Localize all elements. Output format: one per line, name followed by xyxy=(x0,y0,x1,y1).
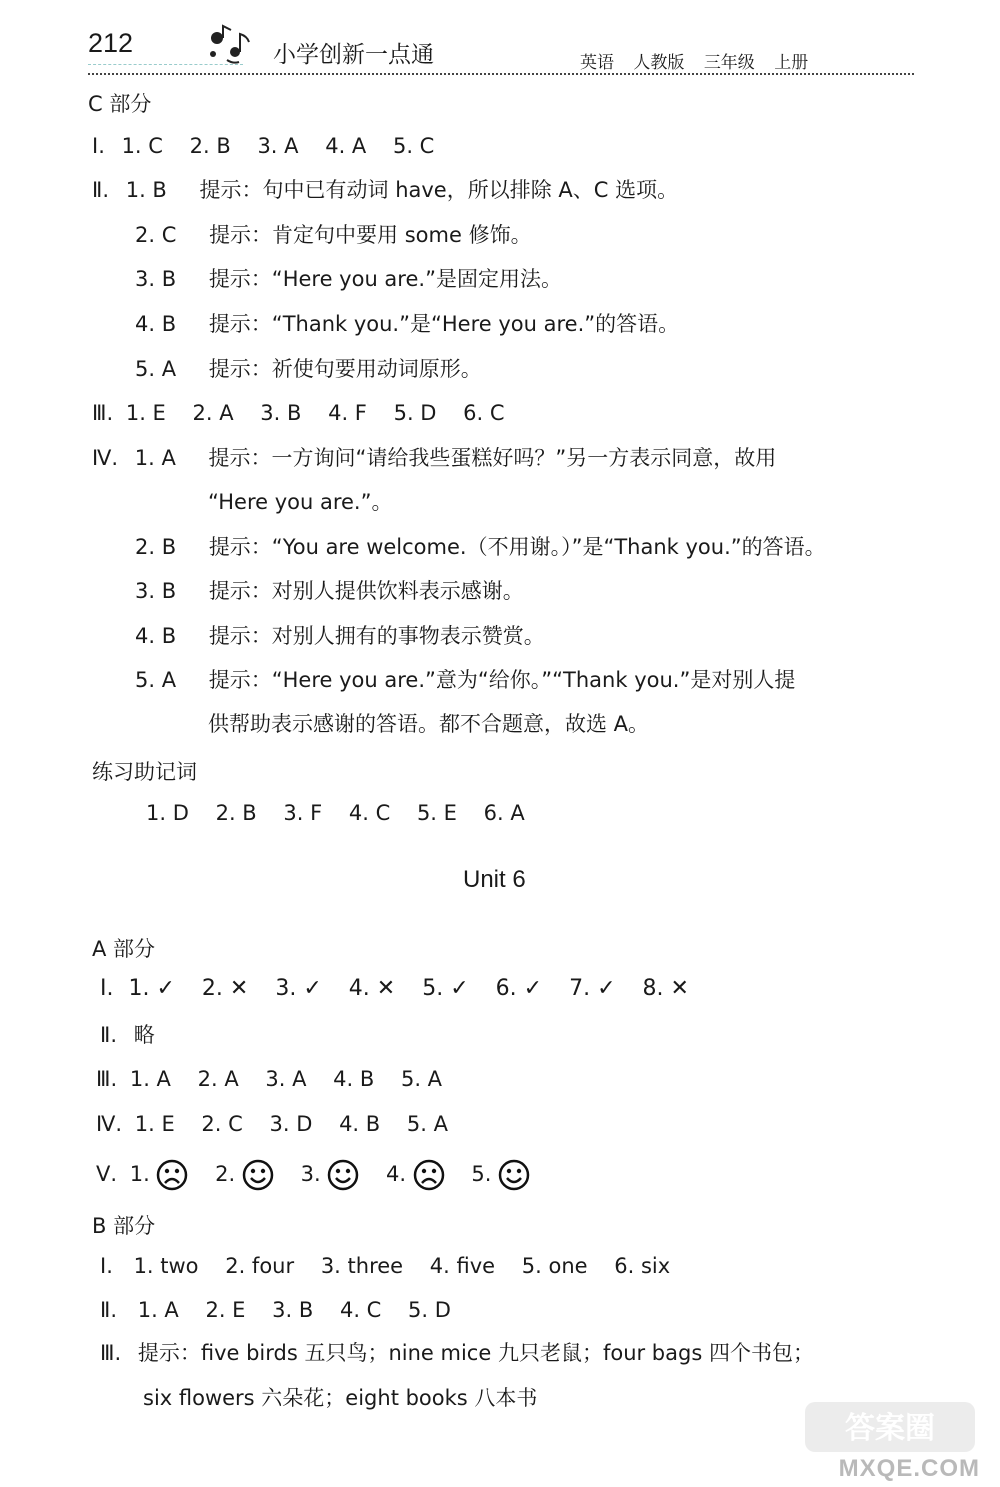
answer: 1. A xyxy=(129,1067,171,1091)
section-heading-b: B 部分 xyxy=(92,1214,156,1238)
answer-item xyxy=(569,978,615,1000)
answer: 1. D xyxy=(146,801,189,825)
a-q4-row xyxy=(96,1114,448,1135)
answer-item xyxy=(496,978,542,1000)
answer: 5. A xyxy=(135,357,177,381)
svg-text:答案圈: 答案圈 xyxy=(845,1411,935,1446)
c-q4-row-5 xyxy=(135,670,795,691)
answer: 2. C xyxy=(135,223,177,247)
answer-item xyxy=(202,978,248,1000)
page-number: 212 xyxy=(88,28,134,58)
answer-item xyxy=(643,978,689,1000)
answer: 1. A xyxy=(134,446,176,470)
hint: 提示：对别人提供饮料表示感谢。 xyxy=(208,579,524,603)
question-label: Ⅲ. xyxy=(100,1341,122,1365)
practice-heading: 练习助记词 xyxy=(92,760,197,784)
header-divider xyxy=(88,73,914,75)
answer: 4. B xyxy=(135,624,177,648)
answer-number: 8. xyxy=(642,976,664,1001)
happy-face-icon xyxy=(327,1159,359,1191)
answer: 3. B xyxy=(260,401,302,425)
hint-continued: “Here you are.”。 xyxy=(208,490,393,514)
check-mark-icon: ✓ xyxy=(450,976,469,1001)
c-q4-row-2 xyxy=(135,537,826,558)
answer: 1. B xyxy=(125,178,167,202)
answer: 4. C xyxy=(348,801,391,825)
answer: 5. D xyxy=(408,1298,451,1322)
answer: 3. F xyxy=(283,801,323,825)
question-label: Ⅱ. xyxy=(100,1023,118,1047)
answer: 3. D xyxy=(269,1112,313,1136)
answer-number: 5. xyxy=(422,976,444,1001)
answer: 2. E xyxy=(205,1298,246,1322)
edition: 人教版 xyxy=(633,53,685,73)
answer-item xyxy=(349,978,395,1000)
check-mark-icon: ✓ xyxy=(303,976,322,1001)
answer: 1. E xyxy=(125,401,166,425)
happy-face-icon xyxy=(242,1159,274,1191)
section-heading-c: C 部分 xyxy=(88,92,152,116)
question-label: Ⅱ. xyxy=(100,1298,118,1322)
answer: 略 xyxy=(133,1023,155,1047)
answer: 2. B xyxy=(135,535,177,559)
a-q3-row xyxy=(96,1069,442,1090)
answer: 6. A xyxy=(483,801,525,825)
question-label: Ⅳ. xyxy=(96,1112,123,1136)
c-q2-row-4 xyxy=(135,314,679,335)
hint: 提示：“Here you are.”是固定用法。 xyxy=(208,267,562,291)
c-q4-row-1 xyxy=(92,448,776,469)
grade: 三年级 xyxy=(703,53,755,73)
cross-mark-icon: ✕ xyxy=(376,976,396,1001)
question-label: Ⅰ. xyxy=(100,976,114,1001)
hint-continued: six flowers 六朵花；eight books 八本书 xyxy=(143,1386,538,1410)
a-q2-row xyxy=(100,1025,155,1046)
answer: 4. B xyxy=(333,1067,375,1091)
hint: 提示：“Thank you.”是“Here you are.”的答语。 xyxy=(208,312,680,336)
c-q4-row-3 xyxy=(135,581,524,602)
question-label: Ⅲ. xyxy=(96,1067,118,1091)
answer: 2. A xyxy=(192,401,234,425)
answer: 1. A xyxy=(137,1298,179,1322)
answer: 3. A xyxy=(265,1067,307,1091)
answer: 5. E xyxy=(416,801,457,825)
answer: 2. B xyxy=(189,134,231,158)
cross-mark-icon: ✕ xyxy=(229,976,249,1001)
answer: 5. D xyxy=(393,401,437,425)
answer-item xyxy=(386,1157,445,1191)
hint: 提示：“You are welcome.（不用谢。）”是“Thank you.”的答语。 xyxy=(208,535,826,559)
watermark-text: MXQE.COM xyxy=(838,1455,980,1482)
b-q2-row xyxy=(100,1300,451,1321)
subject: 英语 xyxy=(580,53,614,73)
answer-item xyxy=(301,1157,360,1191)
answer: 3. three xyxy=(320,1254,404,1278)
answer: 1. C xyxy=(121,134,163,158)
answer: 4. F xyxy=(328,401,367,425)
hint-continued: 供帮助表示感谢的答语。都不合题意，故选 A。 xyxy=(208,712,650,736)
answer-item xyxy=(422,978,468,1000)
c-q4-row-4 xyxy=(135,626,545,647)
answer: 4. B xyxy=(135,312,177,336)
answer-item xyxy=(215,1157,274,1191)
answer-number: 5. xyxy=(471,1162,492,1186)
answer-item xyxy=(275,978,321,1000)
answer: 4. C xyxy=(339,1298,382,1322)
happy-face-icon xyxy=(498,1159,530,1191)
question-label: Ⅰ. xyxy=(92,134,105,158)
c-q3-row xyxy=(92,403,505,424)
answer-number: 2. xyxy=(201,976,223,1001)
c-q2-row-1 xyxy=(92,180,678,201)
sad-face-icon xyxy=(156,1159,188,1191)
music-notes-icon xyxy=(205,24,257,66)
a-q1-row xyxy=(100,978,689,1000)
c-q1-row xyxy=(92,136,434,157)
answer: 5. A xyxy=(406,1112,448,1136)
hint: 提示：five birds 五只鸟；nine mice 九只老鼠；four bags 四个书包； xyxy=(137,1341,814,1365)
c-q2-row-5 xyxy=(135,359,482,380)
question-label: Ⅴ. xyxy=(96,1162,118,1186)
question-label: Ⅳ. xyxy=(92,446,119,470)
b-q1-row xyxy=(100,1256,670,1277)
answer: 4. five xyxy=(429,1254,496,1278)
answer: 1. E xyxy=(134,1112,175,1136)
check-mark-icon: ✓ xyxy=(597,976,616,1001)
answer: 3. A xyxy=(257,134,299,158)
a-q5-row xyxy=(96,1157,530,1191)
header-accent-line xyxy=(88,64,243,65)
answer: 5. C xyxy=(392,134,435,158)
sad-face-icon xyxy=(413,1159,445,1191)
answer: 2. C xyxy=(201,1112,243,1136)
answer-number: 4. xyxy=(386,1162,407,1186)
answer-item xyxy=(130,1157,189,1191)
hint: 提示：肯定句中要用 some 修饰。 xyxy=(209,223,532,247)
answer: 5. A xyxy=(135,668,177,692)
hint: 提示：对别人拥有的事物表示赞赏。 xyxy=(208,624,545,648)
hint: 提示：一方询问“请给我些蛋糕好吗？”另一方表示同意，故用 xyxy=(208,446,777,470)
answer-number: 7. xyxy=(569,976,591,1001)
answer: 1. two xyxy=(133,1254,199,1278)
answer-item xyxy=(128,978,174,1000)
b-q3-row-cont xyxy=(143,1388,537,1409)
answer-number: 3. xyxy=(300,1162,321,1186)
b-q3-row xyxy=(100,1343,814,1364)
c-q4-row-5-cont xyxy=(208,714,649,735)
cross-mark-icon: ✕ xyxy=(670,976,689,1001)
answer: 6. C xyxy=(463,401,505,425)
book-info xyxy=(580,48,822,73)
answer-number: 6. xyxy=(495,976,517,1001)
section-heading-a: A 部分 xyxy=(92,937,156,961)
question-label: Ⅰ. xyxy=(100,1254,113,1278)
hint: 提示：祈使句要用动词原形。 xyxy=(208,357,482,381)
answer: 3. B xyxy=(135,267,177,291)
answer: 3. B xyxy=(135,579,177,603)
question-label: Ⅱ. xyxy=(92,178,110,202)
volume: 上册 xyxy=(774,53,809,73)
answer-number: 2. xyxy=(215,1162,236,1186)
c-q4-row-1-cont xyxy=(208,492,393,513)
answer: 2. B xyxy=(215,801,257,825)
answer-number: 4. xyxy=(348,976,370,1001)
answer: 4. B xyxy=(339,1112,381,1136)
answer: 4. A xyxy=(325,134,367,158)
practice-row xyxy=(146,803,525,824)
answer: 2. A xyxy=(197,1067,239,1091)
c-q2-row-2 xyxy=(135,225,532,246)
book-title: 小学创新一点通 xyxy=(273,42,434,68)
answer: 5. one xyxy=(521,1254,588,1278)
answer-number: 3. xyxy=(275,976,297,1001)
hint: 提示：“Here you are.”意为“给你。”“Thank you.”是对别人提 xyxy=(208,668,796,692)
page-header xyxy=(0,0,1000,80)
answer: 5. A xyxy=(400,1067,443,1091)
c-q2-row-3 xyxy=(135,269,562,290)
check-mark-icon: ✓ xyxy=(156,976,175,1001)
check-mark-icon: ✓ xyxy=(523,976,543,1001)
question-label: Ⅲ. xyxy=(92,401,114,425)
unit-title: Unit 6 xyxy=(463,866,526,893)
answer-item xyxy=(471,1157,530,1191)
answer-number: 1. xyxy=(129,1162,150,1186)
answer: 3. B xyxy=(272,1298,314,1322)
answer: 6. six xyxy=(614,1254,671,1278)
answer: 2. four xyxy=(225,1254,295,1278)
answer-number: 1. xyxy=(128,976,150,1001)
hint: 提示：句中已有动词 have，所以排除 A、C 选项。 xyxy=(199,178,679,202)
